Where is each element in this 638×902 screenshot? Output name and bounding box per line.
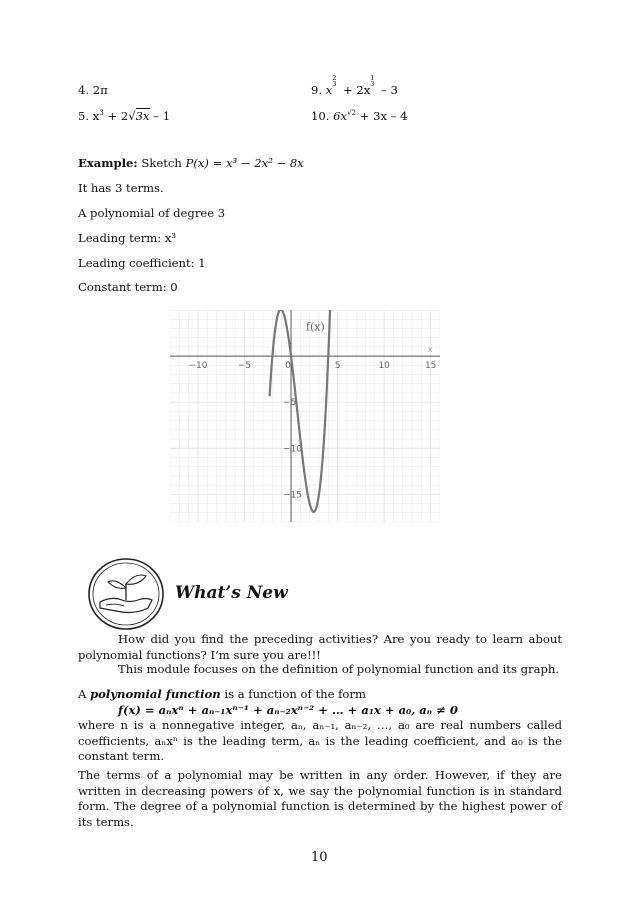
example-line-2: A polynomial of degree 3 — [78, 206, 226, 220]
fraction-denominator: 3 — [370, 80, 375, 88]
example-formula: P(x) = x³ − 2x² − 8x — [185, 156, 304, 170]
exercise-number: 10. — [311, 109, 330, 123]
expr-part: + 3x – 4 — [355, 109, 408, 123]
example-line-1: It has 3 terms. — [78, 181, 164, 195]
definition-line — [78, 687, 366, 701]
expr-exponent: 3 — [99, 109, 104, 118]
example-lead: Sketch — [137, 156, 186, 170]
whats-new-heading: What’s New — [175, 583, 288, 603]
expr-fraction-exponent — [332, 74, 339, 94]
x-tick-label: 5 — [334, 361, 341, 372]
terms-paragraph: The terms of a polynomial may be written in any order. However, if they are written in decreasing powers of x, we say the polynomial function is in standard form. The degree of a polynomial function is determined by the highest power of its terms. — [78, 768, 562, 829]
expr-part: 6x — [333, 109, 348, 123]
fraction-denominator: 3 — [332, 80, 337, 88]
x-tick-label: −5 — [237, 361, 252, 372]
curve-label: f(x) — [305, 320, 325, 334]
expr-fraction-exponent — [370, 74, 377, 94]
y-tick-label: −5 — [283, 398, 297, 409]
example-heading — [78, 156, 304, 170]
y-tick-label: −15 — [283, 490, 303, 501]
fraction-numerator: 1 — [370, 74, 375, 82]
fraction-numerator: 2 — [332, 74, 337, 82]
exercise-5: 5. $x^3 + 2√3x - 1$ — [78, 109, 171, 123]
expr-part: x — [92, 109, 100, 123]
polynomial-graph — [170, 310, 440, 522]
exercise-expression: 2π — [92, 83, 108, 97]
x-tick-label: −10 — [188, 361, 208, 372]
expr-part: + 2x — [339, 83, 371, 97]
example-line-3: Leading term: x³ — [78, 231, 177, 245]
general-formula: f(x) = aₙxⁿ + aₙ₋₁xⁿ⁻¹ + aₙ₋₂xⁿ⁻² + … + a₁x + a₀, aₙ ≠ 0 — [118, 703, 458, 717]
exercise-number: 5. — [78, 109, 90, 123]
exercise-10 — [311, 109, 408, 123]
y-tick-label: −10 — [283, 444, 303, 455]
expr-part: x — [325, 83, 333, 97]
intro-text: How did you find the preceding activities? Are you ready to learn about polynomial functions? I’m sure you are!!! — [78, 632, 562, 662]
example-line-5: Constant term: 0 — [78, 280, 178, 294]
x-axis-label: x — [427, 345, 433, 355]
expr-exponent: √2 — [347, 109, 356, 118]
hand-seedling-icon — [86, 556, 166, 632]
exercise-number: 9. — [311, 83, 323, 97]
expr-radicand: 3x — [135, 109, 150, 123]
x-tick-label: 0 — [285, 361, 291, 372]
module-focus-line: This module focuses on the definition of polynomial function and its graph. — [118, 662, 560, 676]
intro-paragraph — [78, 632, 562, 663]
x-tick-label: 15 — [424, 361, 437, 372]
expr-part: – 3 — [377, 83, 398, 97]
example-label: Example: — [78, 156, 138, 170]
page-number: 10 — [311, 850, 328, 865]
example-line-4: Leading coefficient: 1 — [78, 256, 206, 270]
x-tick-label: 10 — [378, 361, 390, 372]
def-pre: A — [78, 687, 91, 701]
exercise-4 — [78, 83, 108, 97]
where-paragraph: where n is a nonnegative integer, aₙ, aₙ₋₁, aₙ₋₂, …, a₀ are real numbers called coefficients, aₙxⁿ is the leading term, aₙ is the leading coefficient, and a₀ is the constant term. — [78, 718, 562, 763]
expr-part: – 1 — [149, 109, 171, 123]
function-curve — [270, 310, 331, 512]
expr-part: + 2 — [103, 109, 129, 123]
exercise-number: 4. — [78, 83, 90, 97]
def-term: polynomial function — [90, 687, 221, 701]
def-post: is a function of the form — [220, 687, 366, 701]
exercise-9 — [311, 74, 398, 97]
